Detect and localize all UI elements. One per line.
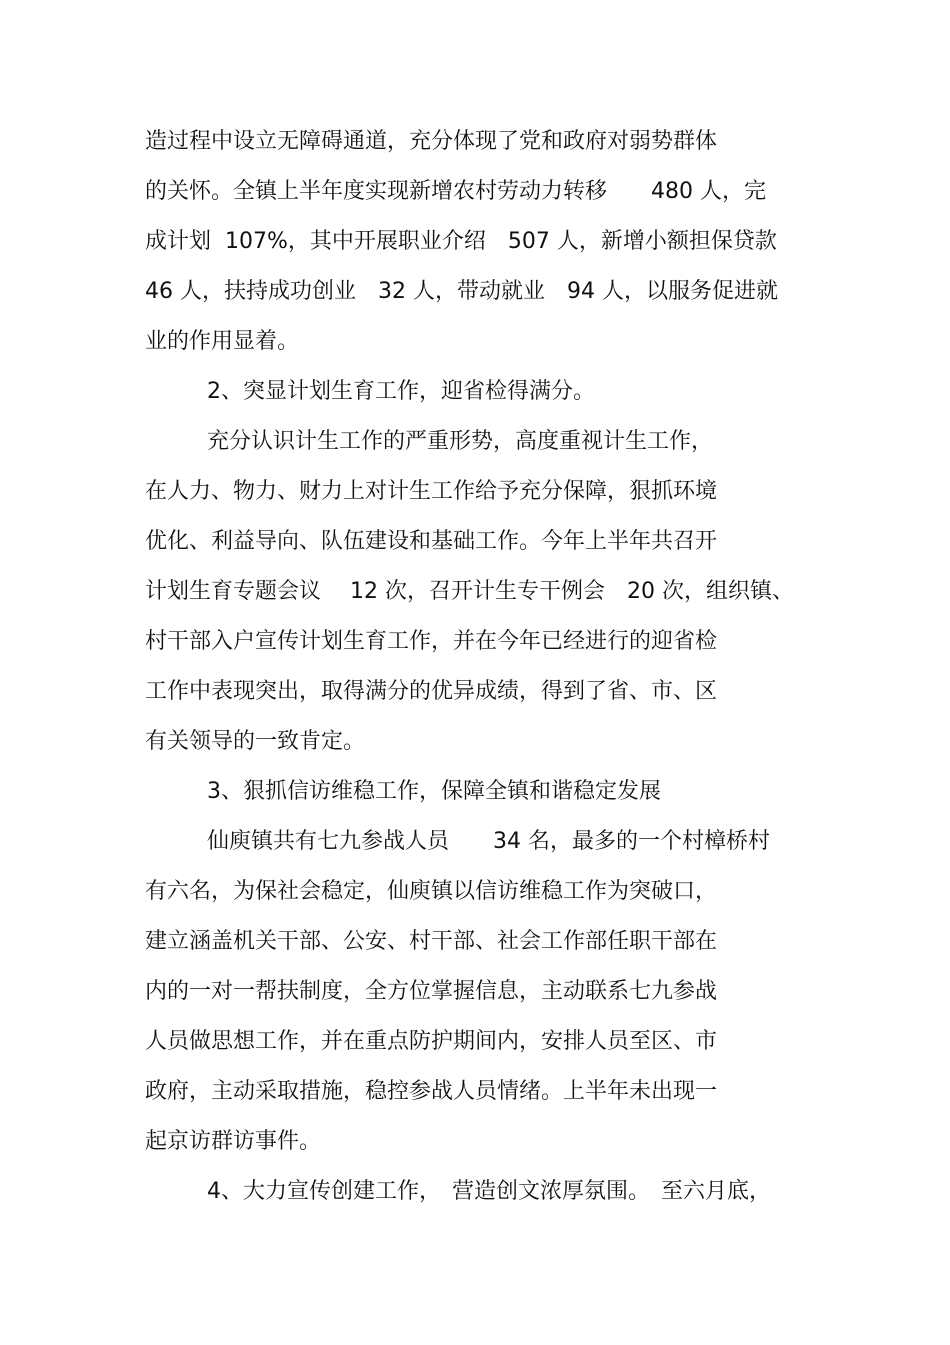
body-line-1: 造过程中设立无障碍通道，充分体现了党和政府对弱势群体 xyxy=(145,129,718,154)
body-line-2: 的关怀。全镇上半年度实现新增农村劳动力转移 480 人，完 xyxy=(145,179,766,204)
body-line-7: 充分认识计生工作的严重形势，高度重视计生工作， xyxy=(207,429,714,454)
body-line-19: 人员做思想工作，并在重点防护期间内，安排人员至区、市 xyxy=(145,1029,718,1054)
body-line-9: 优化、利益导向、队伍建设和基础工作。今年上半年共召开 xyxy=(145,529,718,554)
body-line-21: 起京访群访事件。 xyxy=(145,1129,322,1154)
section-heading-4: 4、大力宣传创建工作， 营造创文浓厚氛围。 至六月底， xyxy=(207,1179,771,1204)
body-line-20: 政府，主动采取措施，稳控参战人员情绪。上半年未出现一 xyxy=(145,1079,718,1104)
body-line-18: 内的一对一帮扶制度，全方位掌握信息，主动联系七九参战 xyxy=(145,979,718,1004)
section-heading-3: 3、狠抓信访维稳工作，保障全镇和谐稳定发展 xyxy=(207,779,661,804)
body-line-11: 村干部入户宣传计划生育工作，并在今年已经进行的迎省检 xyxy=(145,629,718,654)
body-line-4: 46 人，扶持成功创业 32 人，带动就业 94 人，以服务促进就 xyxy=(145,279,778,304)
body-line-16: 有六名，为保社会稳定，仙庾镇以信访维稳工作为突破口， xyxy=(145,879,718,904)
section-heading-2: 2、突显计划生育工作，迎省检得满分。 xyxy=(207,379,595,404)
body-line-8: 在人力、物力、财力上对计生工作给予充分保障，狠抓环境 xyxy=(145,479,718,504)
body-line-13: 有关领导的一致肯定。 xyxy=(145,729,366,754)
body-line-3: 成计划 107%，其中开展职业介绍 507 人，新增小额担保贷款 xyxy=(145,229,777,254)
body-line-17: 建立涵盖机关干部、公安、村干部、社会工作部任职干部在 xyxy=(145,929,718,954)
body-line-5: 业的作用显着。 xyxy=(145,329,300,354)
body-line-12: 工作中表现突出，取得满分的优异成绩，得到了省、市、区 xyxy=(145,679,718,704)
body-line-15: 仙庾镇共有七九参战人员 34 名，最多的一个村樟桥村 xyxy=(207,829,770,854)
body-line-10: 计划生育专题会议 12 次，召开计生专干例会 20 次，组织镇、 xyxy=(145,579,794,604)
